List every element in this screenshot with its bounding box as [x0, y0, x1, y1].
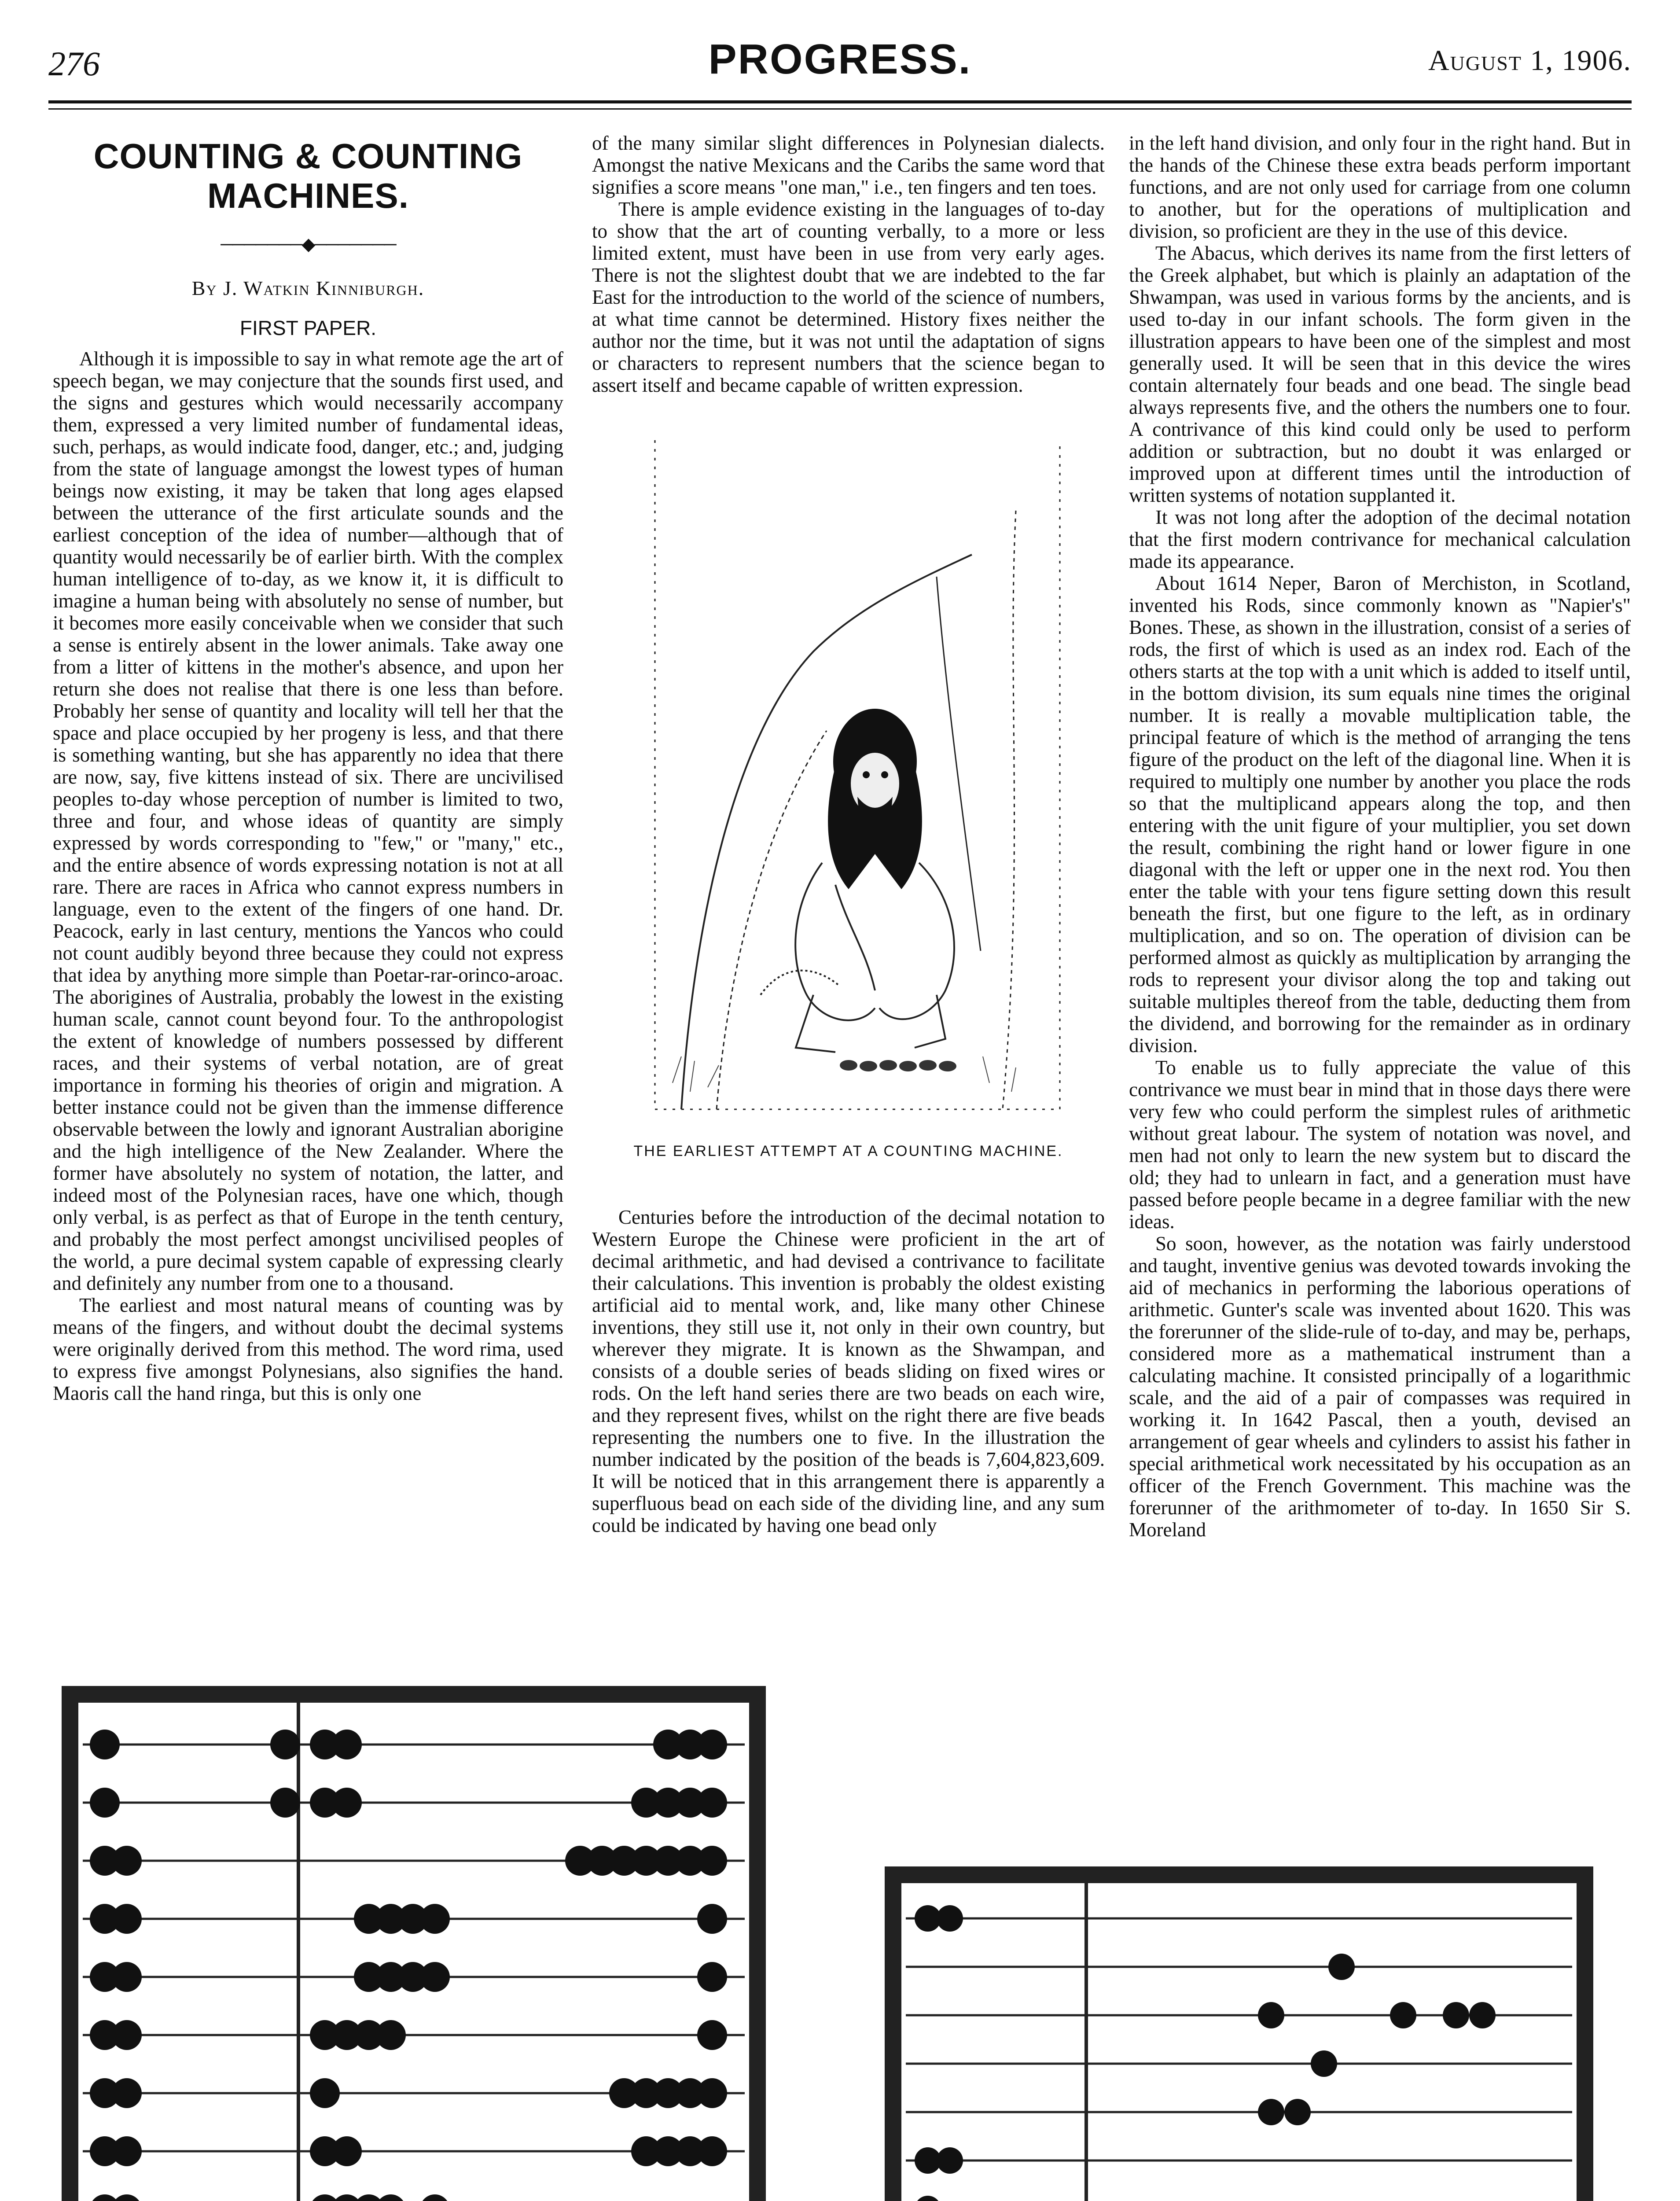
abacus-bead — [420, 2194, 450, 2201]
column-3 — [1129, 132, 1631, 1541]
paragraph: To enable us to fully appreciate the value of this contrivance we must bear in mind that in those days there were very few who could perform the simplest rules of arithmetic without great labour. The system of notation was novel, and men had not only to learn the new system but to discard the old; they had to unlearn in fact, and a generation must have passed before people became in a degree familiar with the new ideas. — [1129, 1056, 1631, 1233]
abacus-drawing — [901, 1883, 1577, 2201]
abacus-bead — [915, 2196, 941, 2201]
abacus-bead — [1311, 2050, 1337, 2077]
abacus-bead — [90, 1788, 120, 1818]
title-ornament-divider: ───────◆─────── — [221, 234, 396, 254]
abacus-bead — [332, 1730, 362, 1759]
abacus-bead — [112, 2020, 142, 2050]
page-number: 276 — [48, 44, 100, 83]
abacus-bead — [1390, 2002, 1416, 2028]
article-byline: By J. Watkin Kinniburgh. — [191, 277, 425, 299]
paragraph: The Abacus, which derives its name from the first letters of the Greek alphabet, but which is plainly an adaptation of the Shwampan, was used in various forms by the ancients, and is used to-day in our infant schools. The form given in the illustration appears to have been one of the simplest and most generally used. It will be seen that in this device the wires contain alternately four beads and one bead. The single bead always represents five, and the others the numbers one to four. A contrivance of this kind could only be used to perform addition or subtraction, but no doubt it was enlarged or improved upon at different times until the introduction of written systems of notation supplanted it. — [1129, 242, 1631, 506]
abacus-bead — [90, 1730, 120, 1759]
abacus-bead — [112, 2078, 142, 2108]
paragraph: Although it is impossible to say in what remote age the art of speech began, we may conjecture that the sounds first used, and the signs and gestures which would necessarily accompany them, expressed a very limited number of fundamental ideas, such, perhaps, as would indicate food, danger, etc.; and, judging from the state of language amongst the lowest types of human beings now existing, it may be taken that long ages elapsed between the utterance of the first articulate sounds and the earliest conception of the idea of number—although that of quantity would necessarily be of earlier birth. With the complex human intelligence of to-day, as we know it, it is difficult to imagine a human being with absolutely no sense of number, but it becomes more easily conceivable when we consider that such a sense is entirely absent in the lower animals. Take away one from a litter of kittens in the mother's absence, and upon her return she does not realise that there is one less than before. Probably her sense of quantity and locality will tell her that the space and place occupied by her progeny is less, and that there is something wanting, but she has apparently no idea that there are now, say, five kittens instead of six. There are uncivilised peoples to-day whose perception of number is limited to two, three and four, and whose ideas of quantity are simply expressed by words corresponding to "few," or "many," etc., and the entire absence of words expressing notation is not at all rare. There are races in Africa who cannot express numbers in language, even to the extent of the fingers of one hand. Dr. Peacock, early in last century, mentions the Yancos who could not count audibly beyond three because they could not express that idea by anything more simple than Poetar-rar-orinco-aroac. The aborigines of Australia, probably the lowest in the existing human scale, cannot count beyond four. To the anthropologist the extent of knowledge of numbers possessed by different races, and their systems of verbal notation, are of great importance in forming his theories of origin and migration. A better instance could not be given than the immense difference observable between the lowly and ignorant Australian aborigine and the high intelligence of the New Zealander. Where the former have absolutely no system of notation, the latter, and indeed most of the Polynesian races, have one which, though only verbal, is as perfect as that of Europe in the tenth century, and probably the most perfect amongst uncivilised peoples of the world, a pure decimal system capable of expressing clearly and definitely any number from one to a thousand. — [53, 348, 563, 1294]
abacus-bead — [376, 2020, 406, 2050]
shwampan-board — [76, 1700, 752, 2201]
abacus-bead — [697, 1788, 727, 1818]
journal-title: PROGRESS. — [708, 36, 972, 83]
paragraph: in the left hand division, and only four in the right hand. But in the hands of the Chinese these extra beads perform important functions, and are not only used for carriage from one column to another, but for the operations of multiplication and division, so proficient are they in the use of this device. — [1129, 132, 1631, 242]
abacus-bead — [112, 1846, 142, 1876]
article-title: COUNTING & COUNTING MACHINES. — [93, 136, 523, 215]
abacus-bead — [112, 2194, 142, 2201]
abacus-bead — [112, 1904, 142, 1934]
abacus-bead — [270, 1788, 300, 1818]
abacus-bead — [332, 2136, 362, 2166]
abacus-bead — [376, 2194, 406, 2201]
abacus-board — [899, 1881, 1579, 2201]
issue-date: August 1, 1906. — [1428, 44, 1632, 77]
paragraph: The earliest and most natural means of counting was by means of the fingers, and without doubt the decimal systems were originally derived from this method. The word rima, used to express five amongst Polynesians, also signifies the hand. Maoris call the hand ringa, but this is only one — [53, 1294, 563, 1404]
abacus-bead — [112, 1962, 142, 1992]
shwampan-drawing — [78, 1703, 749, 2201]
shwampan-figure — [62, 1686, 766, 2201]
abacus-bead — [697, 2078, 727, 2108]
abacus-bead — [1258, 2099, 1284, 2125]
abacus-bead — [697, 1962, 727, 1992]
column-2 — [592, 132, 1105, 1536]
paragraph: It was not long after the adoption of the decimal notation that the first modern contrivance for mechanical calculation made its appearance. — [1129, 506, 1631, 572]
paragraph: Centuries before the introduction of the decimal notation to Western Europe the Chinese were proficient in the art of decimal arithmetic, and had devised a contrivance to facilitate their calculations. This invention is probably the oldest existing artificial aid to mental work, and, like many other Chinese inventions, they still use it, not only in their own country, but wherever they migrate. It is known as the Shwampan, and consists of a double series of beads sliding on fixed wires or rods. On the left hand series there are two beads on each wire, and they represent fives, whilst on the right there are five beads representing the numbers one to five. In the illustration the number indicated by the position of the beads is 7,604,823,609. It will be noticed that in this arrangement there is apparently a superfluous bead on each side of the dividing line, and any sum could be indicated by having one bead only — [592, 1206, 1105, 1536]
column-1 — [53, 132, 563, 1404]
abacus-bead — [697, 2136, 727, 2166]
caveman-drawing — [629, 423, 1069, 1127]
figure-caption: THE EARLIEST ATTEMPT AT A COUNTING MACHINE. — [633, 1143, 1063, 1159]
abacus-bead — [1443, 2002, 1469, 2028]
abacus-bead — [937, 2147, 963, 2174]
abacus-bead — [937, 1905, 963, 1932]
abacus-bead — [1469, 2002, 1496, 2028]
abacus-bead — [270, 1730, 300, 1759]
abacus-bead — [420, 1962, 450, 1992]
caveman-illustration — [629, 423, 1069, 1127]
abacus-bead — [697, 1904, 727, 1934]
header-rule-thin — [48, 108, 1632, 110]
abacus-bead — [1328, 1954, 1355, 1980]
paragraph: So soon, however, as the notation was fairly understood and taught, inventive genius was devoted towards invoking the aid of mechanics in performing the laborious operations of arithmetic. Gunter's scale was invented about 1620. This was the forerunner of the slide-rule of to-day, and may be, perhaps, considered more as a mathematical instrument than a calculating machine. It consisted principally of a logarithmic scale, and the aid of a pair of compasses was required in working it. In 1642 Pascal, then a youth, devised an arrangement of gear wheels and cylinders to assist his father in special arithmetical work necessitated by his occupation as an officer of the French Government. This machine was the forerunner of the arithmometer of to-day. In 1650 Sir S. Moreland — [1129, 1233, 1631, 1541]
abacus-bead — [332, 1788, 362, 1818]
abacus-bead — [1258, 2002, 1284, 2028]
abacus-bead — [1284, 2099, 1311, 2125]
abacus-bead — [697, 1730, 727, 1759]
abacus-bead — [310, 2078, 340, 2108]
abacus-figure — [885, 1866, 1593, 2201]
header-rule — [48, 100, 1632, 103]
abacus-bead — [420, 1904, 450, 1934]
abacus-bead — [697, 1846, 727, 1876]
paragraph: There is ample evidence existing in the languages of to-day to show that the art of counting verbally, to a more or less limited extent, must have been in use from very early ages. There is not the slightest doubt that we are indebted to the far East for the introduction to the world of the science of numbers, at what time cannot be determined. History fixes neither the author nor the time, but it was not until the adaptation of signs or characters to represent numbers that the science began to assert itself and became capable of written expression. — [592, 198, 1105, 396]
page-header — [48, 18, 1632, 97]
paragraph: of the many similar slight differences in Polynesian dialects. Amongst the native Mexicans and the Caribs the same word that signifies a score means "one man," i.e., ten fingers and ten toes. — [592, 132, 1105, 198]
paragraph: About 1614 Neper, Baron of Merchiston, in Scotland, invented his Rods, since commonly known as "Napier's" Bones. These, as shown in the illustration, consist of a series of rods, the first of which is used as an index rod. Each of the others starts at the top with a unit which is added to itself until, in the bottom division, its sum equals nine times the original number. It is really a movable multiplication table, the principal feature of which is the method of arranging the tens figure of the product on the left of the diagonal line. When it is required to multiply one number by another you place the rods so that the multiplicand appears along the top, and then entering with the unit figure of your multiplier, you set down the result, combining the right hand or lower figure in one diagonal with the left or upper one in the next rod. You then enter the table with your tens figure setting down this result beneath the first, but one figure to the left, as in ordinary multiplication, and so on. The operation of division can be performed almost as quickly as multiplication by arranging the rods to represent your divisor along the top and taking out suitable multiples thereof from the table, deducting them from the dividend, and borrowing for the remainder as in ordinary division. — [1129, 572, 1631, 1056]
article-subhead: FIRST PAPER. — [239, 317, 377, 339]
abacus-bead — [112, 2136, 142, 2166]
abacus-bead — [697, 2020, 727, 2050]
